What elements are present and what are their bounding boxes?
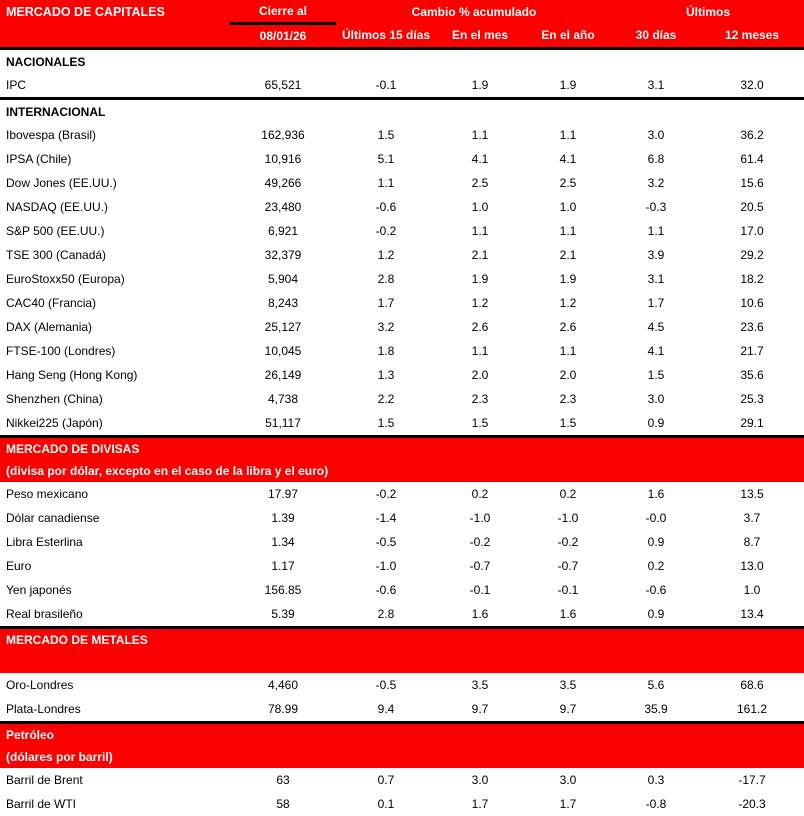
cell-value: 2.5 — [471, 176, 489, 190]
cell-value: 2.1 — [559, 248, 577, 262]
table-row-dax-alemania — [0, 315, 804, 339]
table-row-real-brasile-o — [0, 602, 804, 628]
cell-value: 1.0 — [559, 200, 577, 214]
cell-value: 49,266 — [264, 176, 302, 190]
row-label: Dólar canadiense — [6, 511, 100, 525]
cell-value: 63 — [276, 773, 290, 787]
page-title: MERCADO DE CAPITALES — [0, 0, 230, 24]
cell-value: 15.6 — [740, 176, 764, 190]
cell-value: 35.6 — [740, 368, 764, 382]
cell-value: 5.1 — [377, 152, 395, 166]
cell-value: -1.0 — [469, 511, 491, 525]
cell-value: 32,379 — [264, 248, 302, 262]
cell-value: -17.7 — [738, 773, 766, 787]
cell-value: 0.9 — [647, 607, 665, 621]
cell-value: 8,243 — [267, 296, 299, 310]
cell-value: 3.7 — [743, 511, 761, 525]
cell-value: 1.0 — [743, 583, 761, 597]
table-row-ipsa-chile — [0, 147, 804, 171]
table-row-tse-300-canad — [0, 243, 804, 267]
cell-value: 36.2 — [740, 128, 764, 142]
cell-value: -0.2 — [375, 487, 397, 501]
table-row-hang-seng-hong-kong — [0, 363, 804, 387]
cell-value: 0.3 — [647, 773, 665, 787]
cell-value: 23,480 — [264, 200, 302, 214]
cell-value: 1.1 — [559, 344, 577, 358]
row-label: Barril de Brent — [6, 773, 83, 787]
cell-value: 156.85 — [264, 583, 302, 597]
cell-value: 1.5 — [647, 368, 665, 382]
table-row-plata-londres — [0, 697, 804, 723]
cell-value: -0.7 — [469, 559, 491, 573]
cell-value: 29.1 — [740, 416, 764, 430]
row-label: Yen japonés — [6, 583, 72, 597]
row-label: Real brasileño — [6, 607, 83, 621]
cell-value: -0.0 — [645, 511, 667, 525]
cell-value: 58 — [276, 797, 290, 811]
header-row-groups — [0, 0, 804, 24]
cell-value: 2.0 — [471, 368, 489, 382]
band-label: Petróleo — [0, 723, 804, 747]
row-label: Plata-Londres — [6, 702, 81, 716]
table-row-yen-japon-s — [0, 578, 804, 602]
cell-value: 3.2 — [647, 176, 665, 190]
table-row-ipc — [0, 73, 804, 99]
cell-value: -0.5 — [375, 678, 397, 692]
table-row-nikkei225-jap-n — [0, 411, 804, 437]
cell-value: 2.8 — [377, 272, 395, 286]
cell-value: 4.5 — [647, 320, 665, 334]
close-column-label: Cierre al — [230, 0, 336, 24]
row-label: Dow Jones (EE.UU.) — [6, 176, 117, 190]
table-row-dow-jones-ee-uu — [0, 171, 804, 195]
cell-value: 1.5 — [471, 416, 489, 430]
cell-value: 1.1 — [471, 344, 489, 358]
cell-value: 3.1 — [647, 78, 665, 92]
cell-value: 1.7 — [471, 797, 489, 811]
cell-value: -0.6 — [375, 583, 397, 597]
last-group-label: Últimos — [612, 0, 804, 24]
cell-value: 17.97 — [267, 487, 299, 501]
change-group-label: Cambio % acumulado — [336, 0, 612, 24]
cell-value: 13.0 — [740, 559, 764, 573]
cell-value: -0.7 — [557, 559, 579, 573]
table-row-barril-de-brent — [0, 768, 804, 792]
cell-value: 2.0 — [559, 368, 577, 382]
cell-value: 1.6 — [559, 607, 577, 621]
section-label: NACIONALES — [6, 54, 86, 69]
cell-value: 1.8 — [377, 344, 395, 358]
row-label: Oro-Londres — [6, 678, 74, 692]
band-label — [0, 651, 804, 673]
cell-value: 21.7 — [740, 344, 764, 358]
band-row-empty — [0, 651, 804, 673]
cell-value: 1.17 — [271, 559, 295, 573]
cell-value: 1.5 — [559, 416, 577, 430]
cell-value: 0.7 — [377, 773, 395, 787]
cell-value: 25,127 — [264, 320, 302, 334]
cell-value: 1.7 — [559, 797, 577, 811]
cell-value: -0.6 — [645, 583, 667, 597]
cell-value: 78.99 — [267, 702, 299, 716]
band-row-divisa-por-d-lar-excepto-en-el-caso-de-la-libra-y-el-euro — [0, 460, 804, 482]
row-label: Nikkei225 (Japón) — [6, 416, 103, 430]
column-header-year: En el año — [524, 24, 612, 49]
cell-value: 1.9 — [471, 272, 489, 286]
band-label: (dólares por barril) — [0, 746, 804, 768]
band-row-d-lares-por-barril — [0, 746, 804, 768]
cell-value: 25.3 — [740, 392, 764, 406]
cell-value: 5.6 — [647, 678, 665, 692]
cell-value: 1.9 — [559, 272, 577, 286]
cell-value: 4,460 — [267, 678, 299, 692]
row-label: FTSE-100 (Londres) — [6, 344, 116, 358]
cell-value: 4.1 — [559, 152, 577, 166]
cell-value: 13.5 — [740, 487, 764, 501]
section-row-internacional — [0, 99, 804, 124]
table-row-s-p-500-ee-uu — [0, 219, 804, 243]
cell-value: -0.1 — [557, 583, 579, 597]
row-label: Barril de WTI — [6, 797, 77, 811]
cell-value: 2.3 — [559, 392, 577, 406]
cell-value: 9.7 — [559, 702, 577, 716]
cell-value: -1.0 — [557, 511, 579, 525]
table-row-peso-mexicano — [0, 482, 804, 506]
row-label: TSE 300 (Canadá) — [6, 248, 107, 262]
row-label: Hang Seng (Hong Kong) — [6, 368, 138, 382]
cell-value: 1.0 — [471, 200, 489, 214]
cell-value: -0.5 — [375, 535, 397, 549]
cell-value: 10.6 — [740, 296, 764, 310]
row-label: IPC — [6, 78, 27, 92]
table-row-barril-de-wti — [0, 792, 804, 816]
cell-value: 1.5 — [377, 416, 395, 430]
cell-value: 5.39 — [271, 607, 295, 621]
section-row-nacionales — [0, 49, 804, 74]
cell-value: 1.2 — [471, 296, 489, 310]
cell-value: 9.7 — [471, 702, 489, 716]
band-label: MERCADO DE DIVISAS — [0, 437, 804, 461]
cell-value: 1.5 — [377, 128, 395, 142]
row-label: Ibovespa (Brasil) — [6, 128, 97, 142]
cell-value: 23.6 — [740, 320, 764, 334]
cell-value: 5,904 — [267, 272, 299, 286]
row-label: S&P 500 (EE.UU.) — [6, 224, 105, 238]
cell-value: -0.2 — [375, 224, 397, 238]
cell-value: 1.1 — [377, 176, 395, 190]
cell-value: 2.5 — [559, 176, 577, 190]
table-row-d-lar-canadiense — [0, 506, 804, 530]
cell-value: -0.8 — [645, 797, 667, 811]
table-row-oro-londres — [0, 673, 804, 697]
cell-value: 13.4 — [740, 607, 764, 621]
section-label: INTERNACIONAL — [0, 99, 804, 124]
cell-value: -0.2 — [557, 535, 579, 549]
cell-value: 32.0 — [740, 78, 764, 92]
row-label: Euro — [6, 559, 32, 573]
table-row-cac40-francia — [0, 291, 804, 315]
cell-value: 3.0 — [559, 773, 577, 787]
cell-value: -20.3 — [738, 797, 766, 811]
row-label: Shenzhen (China) — [6, 392, 103, 406]
cell-value: 6.8 — [647, 152, 665, 166]
table-row-ftse-100-londres — [0, 339, 804, 363]
table-row-shenzhen-china — [0, 387, 804, 411]
cell-value: 3.5 — [559, 678, 577, 692]
cell-value: 1.9 — [471, 78, 489, 92]
cell-value: 1.39 — [271, 511, 295, 525]
header-row-columns — [0, 24, 804, 49]
cell-value: 1.3 — [377, 368, 395, 382]
cell-value: 6,921 — [267, 224, 299, 238]
cell-value: 0.2 — [559, 487, 577, 501]
table-row-euro — [0, 554, 804, 578]
cell-value: 4.1 — [647, 344, 665, 358]
column-header-15d: Últimos 15 días — [336, 24, 436, 49]
cell-value: 1.1 — [471, 224, 489, 238]
cell-value: 18.2 — [740, 272, 764, 286]
table-row-nasdaq-ee-uu — [0, 195, 804, 219]
cell-value: 0.9 — [647, 535, 665, 549]
cell-value: -1.4 — [375, 511, 397, 525]
cell-value: 9.4 — [377, 702, 395, 716]
row-label: IPSA (Chile) — [6, 152, 72, 166]
row-label: DAX (Alemania) — [6, 320, 93, 334]
cell-value: 3.2 — [377, 320, 395, 334]
row-label: Peso mexicano — [6, 487, 89, 501]
cell-value: 26,149 — [264, 368, 302, 382]
band-row-mercado-de-metales — [0, 628, 804, 652]
cell-value: -0.2 — [469, 535, 491, 549]
cell-value: 2.2 — [377, 392, 395, 406]
cell-value: 3.0 — [647, 128, 665, 142]
row-label: NASDAQ (EE.UU.) — [6, 200, 109, 214]
cell-value: 0.2 — [647, 559, 665, 573]
cell-value: -1.0 — [375, 559, 397, 573]
band-row-mercado-de-divisas — [0, 437, 804, 461]
cell-value: 162,936 — [261, 128, 305, 142]
table-row-libra-esterlina — [0, 530, 804, 554]
cell-value: 0.1 — [377, 797, 395, 811]
table-row-eurostoxx50-europa — [0, 267, 804, 291]
row-label: CAC40 (Francia) — [6, 296, 97, 310]
cell-value: 1.1 — [559, 128, 577, 142]
cell-value: 1.1 — [471, 128, 489, 142]
cell-value: 0.9 — [647, 416, 665, 430]
row-label: Libra Esterlina — [6, 535, 83, 549]
cell-value: 1.1 — [559, 224, 577, 238]
cell-value: 4.1 — [471, 152, 489, 166]
cell-value: 4,738 — [267, 392, 299, 406]
cell-value: 2.8 — [377, 607, 395, 621]
cell-value: -0.1 — [469, 583, 491, 597]
cell-value: 61.4 — [740, 152, 764, 166]
band-row-petr-leo — [0, 723, 804, 747]
cell-value: 1.1 — [647, 224, 665, 238]
header-empty-cell — [0, 24, 230, 49]
cell-value: 10,045 — [264, 344, 302, 358]
column-header-30d: 30 días — [612, 24, 700, 49]
cell-value: 2.6 — [559, 320, 577, 334]
cell-value: 3.1 — [647, 272, 665, 286]
cell-value: -0.1 — [375, 78, 397, 92]
cell-value: 1.34 — [271, 535, 295, 549]
cell-value: 1.6 — [471, 607, 489, 621]
cell-value: 10,916 — [264, 152, 302, 166]
cell-value: 0.2 — [471, 487, 489, 501]
table-row-ibovespa-brasil — [0, 123, 804, 147]
cell-value: 68.6 — [740, 678, 764, 692]
cell-value: 35.9 — [644, 702, 668, 716]
cell-value: -0.3 — [645, 200, 667, 214]
close-date-label: 08/01/26 — [230, 24, 336, 49]
cell-value: -0.6 — [375, 200, 397, 214]
cell-value: 3.0 — [471, 773, 489, 787]
cell-value: 1.7 — [377, 296, 395, 310]
cell-value: 1.7 — [647, 296, 665, 310]
cell-value: 2.1 — [471, 248, 489, 262]
cell-value: 17.0 — [740, 224, 764, 238]
cell-value: 1.2 — [559, 296, 577, 310]
cell-value: 29.2 — [740, 248, 764, 262]
cell-value: 1.9 — [559, 78, 577, 92]
cell-value: 3.9 — [647, 248, 665, 262]
column-header-month: En el mes — [436, 24, 524, 49]
cell-value: 8.7 — [743, 535, 761, 549]
cell-value: 2.3 — [471, 392, 489, 406]
column-header-12m: 12 meses — [700, 24, 804, 49]
cell-value: 3.0 — [647, 392, 665, 406]
row-label: EuroStoxx50 (Europa) — [6, 272, 125, 286]
cell-value: 65,521 — [264, 78, 302, 92]
cell-value: 51,117 — [265, 416, 301, 430]
band-label: MERCADO DE METALES — [0, 628, 804, 652]
cell-value: 1.2 — [377, 248, 395, 262]
cell-value: 161.2 — [736, 702, 768, 716]
cell-value: 2.6 — [471, 320, 489, 334]
cell-value: 3.5 — [471, 678, 489, 692]
cell-value: 20.5 — [740, 200, 764, 214]
band-label: (divisa por dólar, excepto en el caso de la libra y el euro) — [0, 460, 804, 482]
cell-value: 1.6 — [647, 487, 665, 501]
